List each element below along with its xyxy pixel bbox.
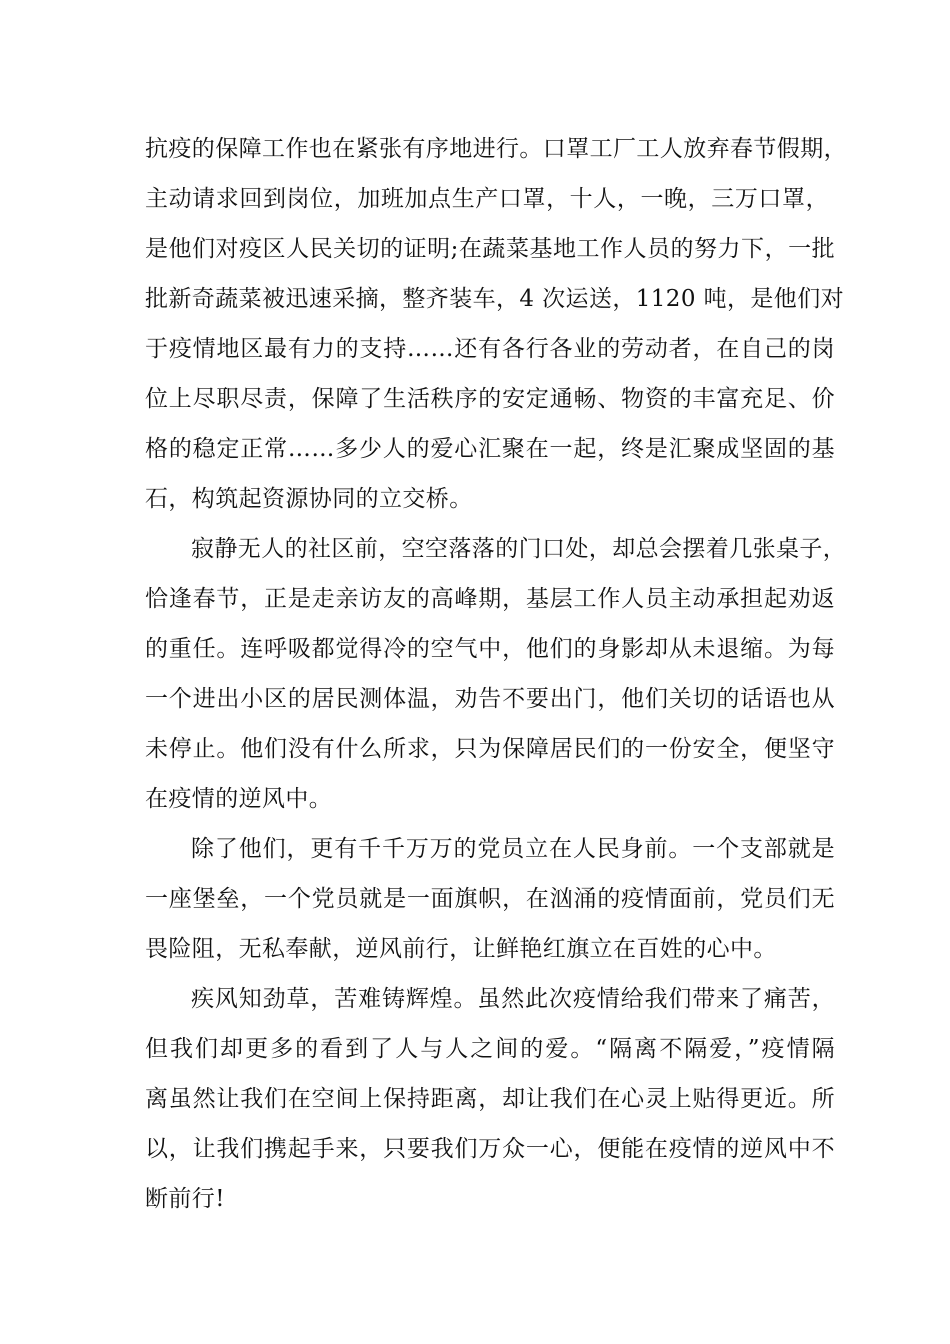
paragraph-1-line-5: 于疫情地区最有力的支持……还有各行各业的劳动者，在自己的岗: [145, 336, 835, 362]
paragraph-1-line-3: 是他们对疫区人民关切的证明;在蔬菜基地工作人员的努力下，一批: [145, 236, 835, 262]
paragraph-4-line-1: 疾风知劲草，苦难铸辉煌。虽然此次疫情给我们带来了痛苦，: [191, 986, 835, 1012]
paragraph-1-line-6: 位上尽职尽责，保障了生活秩序的安定通畅、物资的丰富充足、价: [145, 386, 835, 412]
paragraph-2-line-6: 在疫情的逆风中。: [145, 786, 333, 812]
paragraph-2-line-4: 一个进出小区的居民测体温，劝告不要出门，他们关切的话语也从: [145, 686, 835, 712]
paragraph-2-line-1: 寂静无人的社区前，空空落落的门口处，却总会摆着几张桌子，: [191, 536, 847, 562]
paragraph-2-line-2: 恰逢春节，正是走亲访友的高峰期，基层工作人员主动承担起劝返: [145, 586, 835, 612]
paragraph-1-line-2: 主动请求回到岗位，加班加点生产口罩，十人，一晚，三万口罩，: [145, 186, 829, 212]
paragraph-1-line-4: 批新奇蔬菜被迅速采摘，整齐装车，4 次运送，1120 吨，是他们对: [145, 286, 844, 312]
paragraph-4-line-4: 以，让我们携起手来，只要我们万众一心，便能在疫情的逆风中不: [145, 1136, 835, 1162]
paragraph-4-line-3: 离虽然让我们在空间上保持距离，却让我们在心灵上贴得更近。所: [145, 1086, 835, 1112]
paragraph-3-line-1: 除了他们，更有千千万万的党员立在人民身前。一个支部就是: [191, 836, 835, 862]
paragraph-4-line-5: 断前行!: [145, 1186, 225, 1212]
paragraph-1-line-8: 石，构筑起资源协同的立交桥。: [145, 486, 473, 512]
paragraph-2-line-3: 的重任。连呼吸都觉得冷的空气中，他们的身影却从未退缩。为每: [145, 636, 835, 662]
paragraph-1-line-1: 抗疫的保障工作也在紧张有序地进行。口罩工厂工人放弃春节假期，: [145, 136, 847, 162]
paragraph-3-line-2: 一座堡垒，一个党员就是一面旗帜，在汹涌的疫情面前，党员们无: [145, 886, 835, 912]
paragraph-3-line-3: 畏险阻，无私奉献，逆风前行，让鲜艳红旗立在百姓的心中。: [145, 936, 777, 962]
paragraph-1-line-7: 格的稳定正常……多少人的爱心汇聚在一起，终是汇聚成坚固的基: [145, 436, 835, 462]
paragraph-2-line-5: 未停止。他们没有什么所求，只为保障居民们的一份安全，便坚守: [145, 736, 835, 762]
paragraph-4-line-2: 但我们却更多的看到了人与人之间的爱。“隔离不隔爱，”疫情隔: [145, 1036, 835, 1062]
